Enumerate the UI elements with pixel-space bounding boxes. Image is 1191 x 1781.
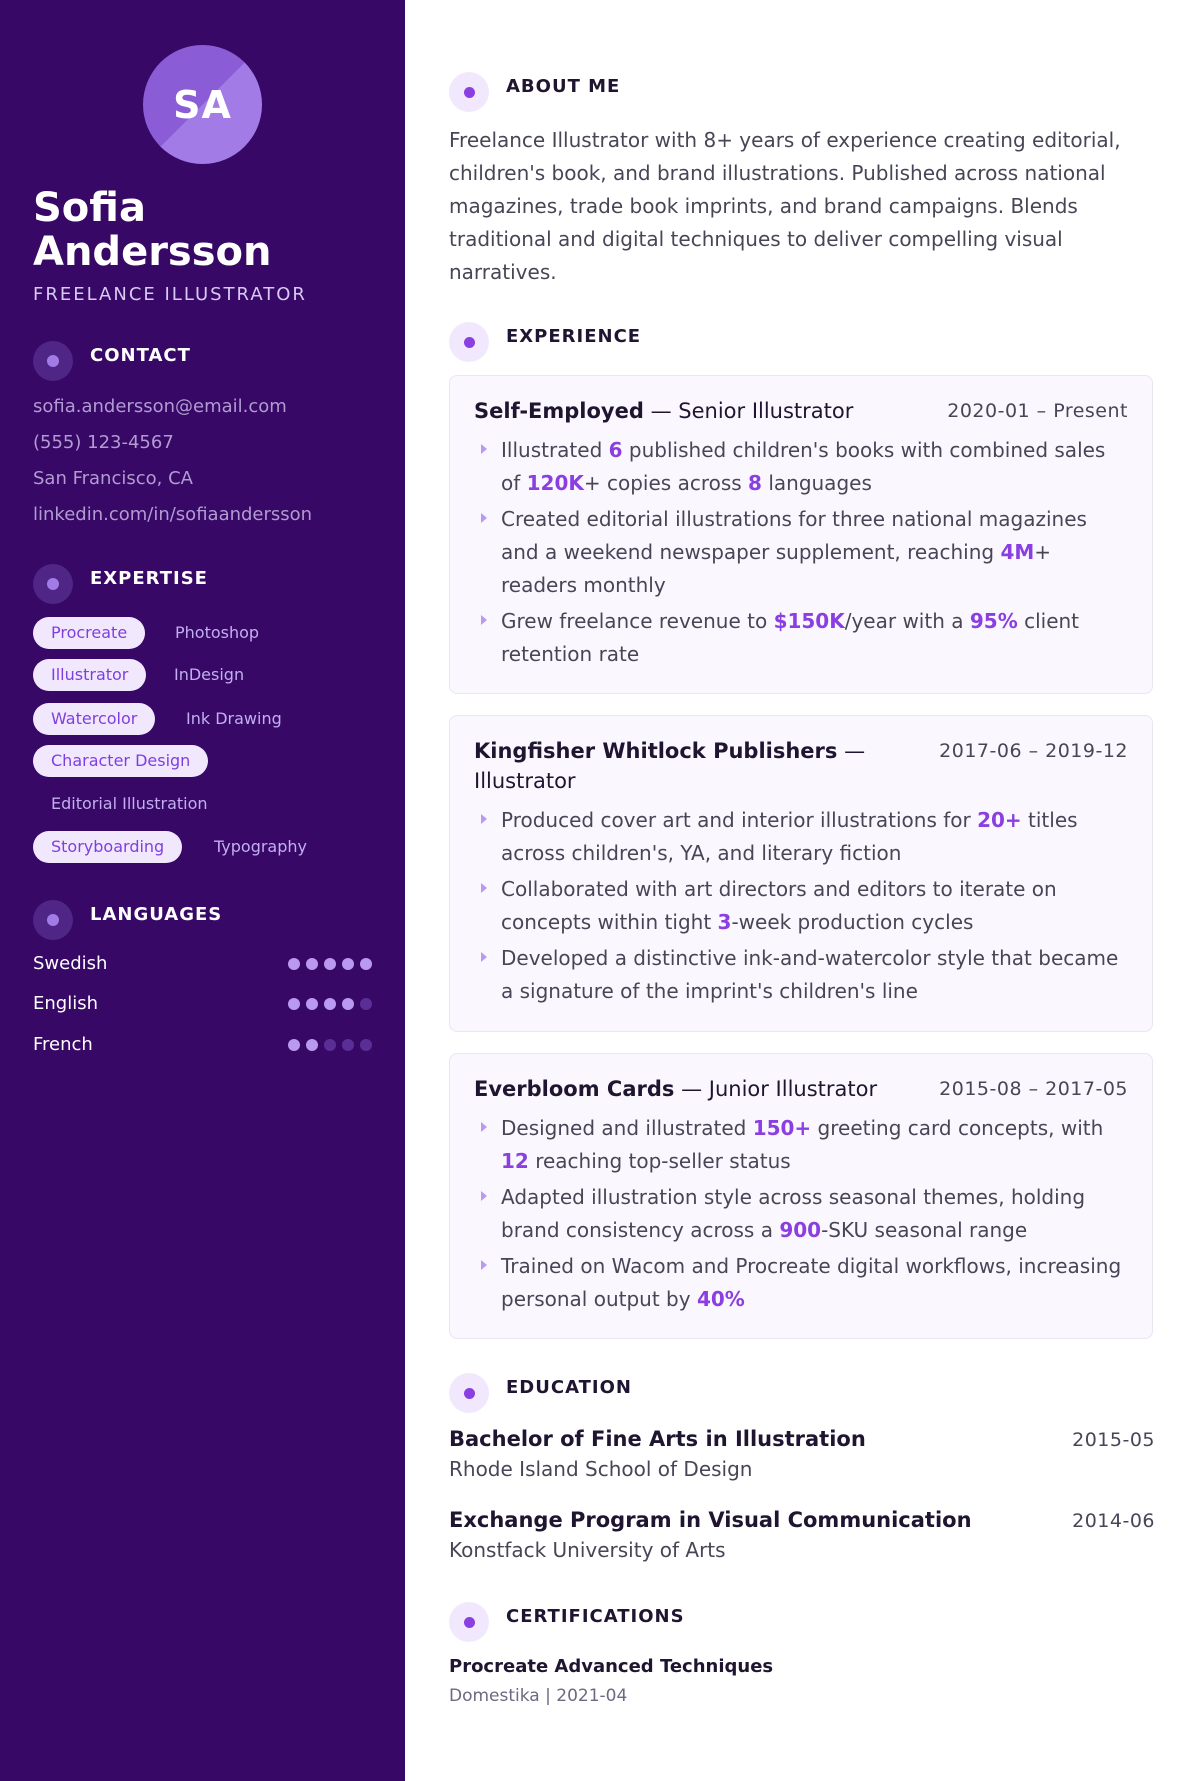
level-dot: [360, 958, 372, 970]
experience-heading: EXPERIENCE: [449, 322, 641, 362]
bullet-text: Created editorial illustrations for three national magazines and a weekend newspaper supplement, reaching: [501, 507, 1087, 564]
highlight-metric: 4M: [1000, 540, 1035, 564]
company-name: Self-Employed: [474, 399, 644, 423]
bullet-text: Trained on Wacom and Procreate digital workflows, increasing personal output by: [501, 1254, 1122, 1311]
bullet-text: -SKU seasonal range: [821, 1218, 1028, 1242]
certification-meta: Domestika | 2021-04: [449, 1686, 628, 1706]
job-role: Illustrator: [474, 769, 576, 793]
level-dot: [288, 1039, 300, 1051]
level-dot: [306, 1039, 318, 1051]
experience-bullet: [474, 873, 1128, 939]
expertise-tag: Ink Drawing: [186, 709, 282, 728]
expertise-tag: Typography: [214, 837, 307, 856]
expertise-tag: InDesign: [174, 665, 245, 684]
level-dot: [324, 958, 336, 970]
experience-card: [449, 1053, 1153, 1339]
bullet-text: languages: [761, 471, 872, 495]
highlight-metric: 900: [779, 1218, 822, 1242]
level-dot: [342, 1039, 354, 1051]
expertise-tag: Character Design: [33, 745, 208, 777]
experience-bullet: [474, 1112, 1128, 1178]
highlight-metric: 95%: [969, 609, 1018, 633]
experience-bullet: [474, 942, 1128, 1008]
level-dot: [324, 1039, 336, 1051]
experience-bullet: [474, 434, 1128, 500]
expertise-tag: Editorial Illustration: [51, 794, 208, 813]
education-school: Rhode Island School of Design: [449, 1457, 753, 1481]
bullet-text: Produced cover art and interior illustrations for: [501, 808, 978, 832]
education-school: Konstfack University of Arts: [449, 1538, 726, 1562]
bullet-dot-icon: [449, 1373, 489, 1413]
experience-bullet: [474, 1250, 1128, 1316]
highlight-metric: 40%: [696, 1287, 745, 1311]
job-role: Junior Illustrator: [708, 1077, 878, 1101]
bullet-text: + readers monthly: [501, 540, 1052, 597]
job-dates: 2020-01 – Present: [947, 400, 1128, 422]
contact-phone[interactable]: (555) 123-4567: [33, 432, 174, 453]
experience-bullet: [474, 804, 1128, 870]
education-heading: EDUCATION: [449, 1373, 632, 1413]
highlight-metric: 20+: [977, 808, 1022, 832]
bullet-text: Collaborated with art directors and editors to iterate on concepts within tight: [501, 877, 1057, 934]
language-name: French: [33, 1034, 93, 1055]
experience-card: [449, 715, 1153, 1032]
experience-title: Everbloom Cards — Junior Illustrator: [474, 1077, 878, 1101]
expertise-tag: Procreate: [33, 617, 145, 649]
bullet-text: /year with a: [844, 609, 970, 633]
highlight-metric: 6: [608, 438, 623, 462]
expertise-tag: Watercolor: [33, 703, 155, 735]
bullet-text: -week production cycles: [731, 910, 974, 934]
about-heading: ABOUT ME: [449, 72, 620, 112]
level-dot: [342, 998, 354, 1010]
experience-title: Self-Employed — Senior Illustrator: [474, 399, 854, 423]
education-date: 2014-06: [1072, 1510, 1155, 1532]
contact-email[interactable]: sofia.andersson@email.com: [33, 396, 287, 417]
bullet-dot-icon: [33, 900, 73, 940]
education-degree: Exchange Program in Visual Communication: [449, 1508, 972, 1532]
highlight-metric: 150+: [752, 1116, 812, 1140]
job-role: Senior Illustrator: [678, 399, 854, 423]
language-level-dots: [288, 958, 372, 970]
bullet-dot-icon: [449, 72, 489, 112]
education-date: 2015-05: [1072, 1429, 1155, 1451]
languages-heading: LANGUAGES: [33, 900, 222, 940]
contact-linkedin[interactable]: linkedin.com/in/sofiaandersson: [33, 504, 313, 525]
experience-bullet: [474, 503, 1128, 602]
bullet-text: Developed a distinctive ink-and-watercolor style that became a signature of the imprint's children's line: [501, 946, 1119, 1003]
certifications-heading: CERTIFICATIONS: [449, 1602, 685, 1642]
level-dot: [360, 1039, 372, 1051]
bullet-text: titles across children's, YA, and literary fiction: [501, 808, 1078, 865]
highlight-metric: 12: [501, 1149, 529, 1173]
company-name: Everbloom Cards: [474, 1077, 675, 1101]
bullet-text: reaching top-seller status: [528, 1149, 791, 1173]
sidebar: [0, 0, 405, 1781]
bullet-dot-icon: [449, 1602, 489, 1642]
about-text: Freelance Illustrator with 8+ years of experience creating editorial, children's book, and brand illustrations. Published across national magazines, trade book imprints, and brand campaigns. Blends traditional and digital techniques to deliver compelling visual narratives.: [449, 128, 1121, 284]
contact-heading: CONTACT: [33, 341, 191, 381]
contact-location: San Francisco, CA: [33, 468, 193, 489]
education-item: [449, 1508, 1155, 1562]
education-item: [449, 1427, 1155, 1481]
company-name: Kingfisher Whitlock Publishers: [474, 739, 838, 763]
bullet-text: greeting card concepts, with: [811, 1116, 1104, 1140]
expertise-tag: Illustrator: [33, 659, 146, 691]
experience-title: Kingfisher Whitlock Publishers — Illustrator: [474, 739, 866, 793]
bullet-dot-icon: [33, 564, 73, 604]
expertise-tag: Storyboarding: [33, 831, 182, 863]
profile-name: Sofia Andersson: [33, 185, 272, 275]
bullet-dot-icon: [33, 341, 73, 381]
profile-title: FREELANCE ILLUSTRATOR: [33, 284, 307, 305]
job-dates: 2017-06 – 2019-12: [939, 740, 1128, 762]
bullet-text: Adapted illustration style across seasonal themes, holding brand consistency across a: [501, 1185, 1086, 1242]
level-dot: [342, 958, 354, 970]
bullet-text: Illustrated: [501, 438, 609, 462]
avatar: [143, 45, 262, 164]
highlight-metric: 120K: [526, 471, 584, 495]
experience-bullet: [474, 605, 1128, 671]
bullet-dot-icon: [449, 322, 489, 362]
highlight-metric: 8: [748, 471, 762, 495]
education-degree: Bachelor of Fine Arts in Illustration: [449, 1427, 866, 1451]
expertise-tag: Photoshop: [175, 623, 260, 642]
avatar-initials: SA: [173, 82, 232, 127]
experience-bullet: [474, 1181, 1128, 1247]
level-dot: [306, 998, 318, 1010]
language-name: English: [33, 993, 98, 1014]
level-dot: [360, 998, 372, 1010]
language-level-dots: [288, 1039, 372, 1051]
level-dot: [288, 958, 300, 970]
experience-card: [449, 375, 1153, 694]
highlight-metric: $150K: [773, 609, 845, 633]
bullet-text: published children's books with combined sales of: [501, 438, 1106, 495]
bullet-text: Designed and illustrated: [501, 1116, 753, 1140]
job-dates: 2015-08 – 2017-05: [939, 1078, 1128, 1100]
level-dot: [288, 998, 300, 1010]
language-name: Swedish: [33, 953, 108, 974]
bullet-text: + copies across: [583, 471, 749, 495]
highlight-metric: 3: [717, 910, 732, 934]
level-dot: [324, 998, 336, 1010]
bullet-text: client retention rate: [501, 609, 1080, 666]
language-level-dots: [288, 998, 372, 1010]
expertise-heading: EXPERTISE: [33, 564, 208, 604]
certification-name: Procreate Advanced Techniques: [449, 1656, 774, 1677]
bullet-text: Grew freelance revenue to: [501, 609, 774, 633]
level-dot: [306, 958, 318, 970]
